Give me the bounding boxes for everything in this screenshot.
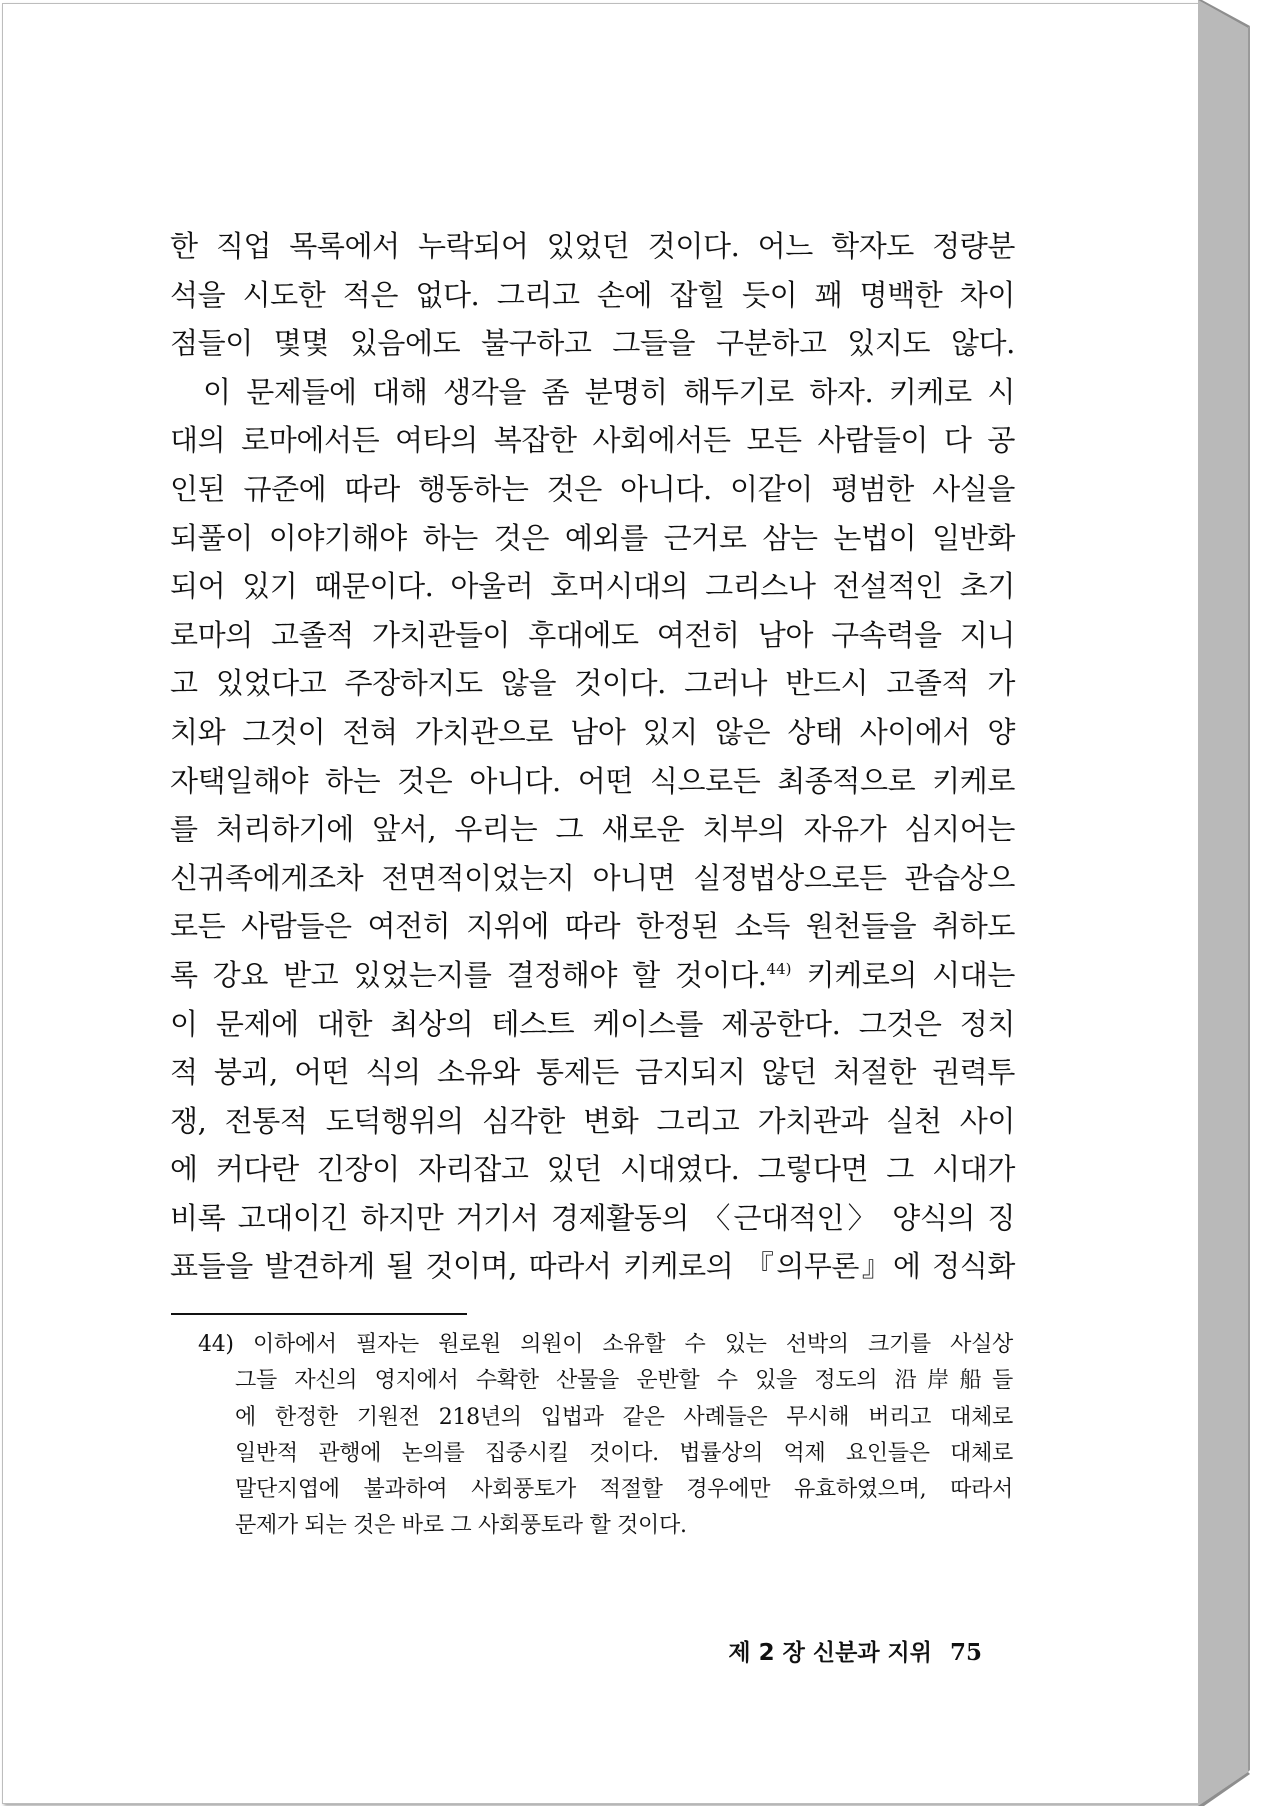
footnote-line: 그들 자신의 영지에서 수확한 산물을 운반할 수 있을 정도의 沿岸船들	[235, 1368, 1013, 1394]
body-line: 신귀족에게조차 전면적이었는지 아니면 실정법상으로든 관습상으	[170, 860, 1015, 895]
body-line-tail: 키케로의 시대는	[791, 957, 1016, 992]
body-line: 고 있었다고 주장하지도 않을 것이다. 그러나 반드시 고졸적 가	[170, 666, 1015, 701]
page-number: 75	[949, 1639, 982, 1666]
body-line: 석을 시도한 적은 없다. 그리고 손에 잡힐 듯이 꽤 명백한 차이	[170, 277, 1015, 312]
body-line: 이 문제에 대한 최상의 테스트 케이스를 제공한다. 그것은 정치	[170, 1006, 1015, 1041]
footnote-line: 문제가 되는 것은 바로 그 사회풍토라 할 것이다.	[235, 1513, 687, 1539]
body-text	[170, 222, 1015, 1291]
body-line: 인된 규준에 따라 행동하는 것은 아니다. 이같이 평범한 사실을	[170, 471, 1015, 506]
body-line: 점들이 몇몇 있음에도 불구하고 그들을 구분하고 있지도 않다.	[170, 326, 1015, 361]
body-line: 한 직업 목록에서 누락되어 있었던 것이다. 어느 학자도 정량분	[170, 229, 1015, 263]
body-line-with-footnote-ref	[170, 951, 1015, 1000]
body-line: 쟁, 전통적 도덕행위의 심각한 변화 그리고 가치관과 실천 사이	[170, 1103, 1015, 1138]
footnote-line	[198, 1327, 1013, 1363]
body-line: 에 커다란 긴장이 자리잡고 있던 시대였다. 그렇다면 그 시대가	[170, 1152, 1015, 1187]
body-line: 로든 사람들은 여전히 지위에 따라 한정된 소득 원천들을 취하도	[170, 909, 1015, 944]
footnote-line: 에 한정한 기원전 218년의 입법과 같은 사례들은 무시해 버리고 대체로	[235, 1404, 1013, 1430]
body-line: 되풀이 이야기해야 하는 것은 예외를 근거로 삼는 논법이 일반화	[170, 520, 1015, 555]
body-line: 로마의 고졸적 가치관들이 후대에도 여전히 남아 구속력을 지니	[170, 617, 1015, 652]
chapter-title: 제 2 장 신분과 지위	[728, 1640, 932, 1666]
footnote-divider	[171, 1313, 467, 1315]
body-line: 적 붕괴, 어떤 식의 소유와 통제든 금지되지 않던 처절한 권력투	[170, 1055, 1015, 1090]
footnote-number: 44)	[198, 1332, 234, 1357]
running-footer	[728, 1634, 982, 1667]
footnote-block	[198, 1327, 1013, 1545]
body-line: 표들을 발견하게 될 것이며, 따라서 키케로의 『의무론』에 정식화	[170, 1249, 1015, 1284]
body-line-text: 록 강요 받고 있었는지를 결정해야 할 것이다.	[170, 957, 767, 992]
footnote-line: 일반적 관행에 논의를 집중시킬 것이다. 법률상의 억제 요인들은 대체로	[235, 1440, 1013, 1466]
body-line: 되어 있기 때문이다. 아울러 호머시대의 그리스나 전설적인 초기	[170, 569, 1015, 604]
body-line: 를 처리하기에 앞서, 우리는 그 새로운 치부의 자유가 심지어는	[170, 812, 1015, 847]
body-line: 이 문제들에 대해 생각을 좀 분명히 해두기로 하자. 키케로 시	[203, 374, 1015, 409]
body-line: 치와 그것이 전혀 가치관으로 남아 있지 않은 상태 사이에서 양	[170, 714, 1015, 749]
body-line: 자택일해야 하는 것은 아니다. 어떤 식으로든 최종적으로 키케로	[170, 763, 1015, 798]
footnote-reference[interactable]: 44)	[766, 959, 792, 978]
body-line: 대의 로마에서든 여타의 복잡한 사회에서든 모든 사람들이 다 공	[170, 423, 1015, 458]
footnote-text: 이하에서 필자는 원로원 의원이 소유할 수 있는 선박의 크기를 사실상	[252, 1332, 1013, 1357]
page-stack-edge	[1198, 0, 1270, 1806]
footnote-line: 말단지엽에 불과하여 사회풍토가 적절할 경우에만 유효하였으며, 따라서	[235, 1477, 1013, 1503]
body-line: 비록 고대이긴 하지만 거기서 경제활동의 〈근대적인〉 양식의 징	[170, 1200, 1015, 1235]
